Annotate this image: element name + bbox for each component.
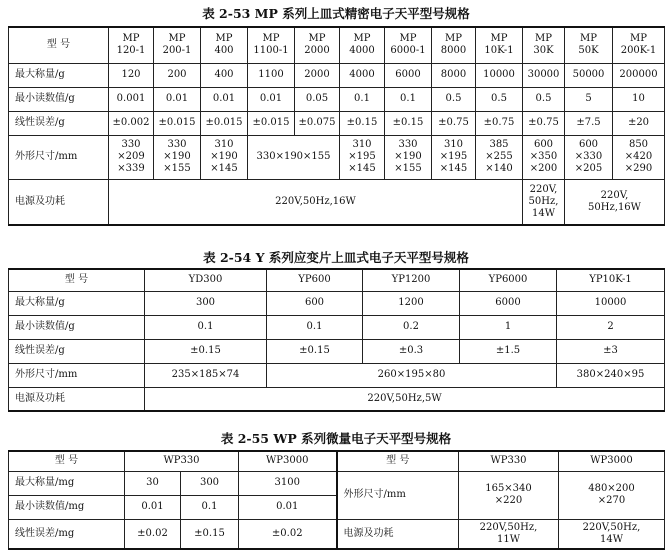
- value-cell: 385 ×255 ×140: [476, 135, 523, 179]
- value-cell: 0.5: [476, 87, 523, 111]
- model-cell: MP 4000: [340, 27, 385, 63]
- row-label-dim: 外形尺寸/mm: [337, 471, 459, 519]
- model-cell: MP 200K-1: [613, 27, 665, 63]
- value-cell: 200000: [613, 63, 665, 87]
- value-cell: 220V,50Hz,5W: [145, 387, 665, 411]
- row-label-err: 线性误差/mg: [9, 519, 125, 549]
- model-cell: MP 400: [201, 27, 248, 63]
- row-label-min: 最小读数值/mg: [9, 495, 125, 519]
- value-cell: 400: [201, 63, 248, 87]
- value-cell: ±0.002: [109, 111, 154, 135]
- value-cell: 8000: [432, 63, 476, 87]
- model-cell: MP 30K: [523, 27, 565, 63]
- value-cell: 310 ×195 ×145: [432, 135, 476, 179]
- row-label-min: 最小读数值/g: [9, 315, 145, 339]
- value-cell: 0.1: [267, 315, 363, 339]
- row-label-pwr: 电源及功耗: [9, 179, 109, 225]
- value-cell: 260×195×80: [267, 363, 557, 387]
- value-cell: 300: [145, 291, 267, 315]
- value-cell: ±0.75: [432, 111, 476, 135]
- value-cell: 0.01: [154, 87, 201, 111]
- table-2-54-title: 表 2-54 Y 系列应变片上皿式电子天平型号规格: [203, 250, 469, 265]
- value-cell: ±0.075: [295, 111, 340, 135]
- model-cell: MP 50K: [565, 27, 613, 63]
- value-cell: 235×185×74: [145, 363, 267, 387]
- value-cell: 6000: [460, 291, 557, 315]
- value-cell: 0.01: [125, 495, 181, 519]
- model-header-right: 型 号: [337, 451, 459, 471]
- value-cell: ±0.15: [340, 111, 385, 135]
- model-header: 型 号: [9, 27, 109, 63]
- row-label-max: 最大称量/mg: [9, 471, 125, 495]
- model-cell: MP 200-1: [154, 27, 201, 63]
- table-2-55-title: 表 2-55 WP 系列微量电子天平型号规格: [220, 431, 452, 446]
- value-cell: 0.5: [432, 87, 476, 111]
- model-cell: MP 2000: [295, 27, 340, 63]
- model-cell: YD300: [145, 269, 267, 291]
- value-cell: 1100: [248, 63, 295, 87]
- value-cell: 1: [460, 315, 557, 339]
- value-cell: 165×340 ×220: [459, 471, 559, 519]
- value-cell: ±1.5: [460, 339, 557, 363]
- model-cell: WP330: [459, 451, 559, 471]
- value-cell: 330×190×155: [248, 135, 340, 179]
- value-cell: 6000: [385, 63, 432, 87]
- value-cell: 600: [267, 291, 363, 315]
- value-cell: 380×240×95: [557, 363, 665, 387]
- value-cell: 0.2: [363, 315, 460, 339]
- value-cell: ±0.015: [248, 111, 295, 135]
- value-cell: 10000: [557, 291, 665, 315]
- value-cell: ±3: [557, 339, 665, 363]
- row-label-err: 线性误差/g: [9, 339, 145, 363]
- value-cell: 0.01: [239, 495, 337, 519]
- model-cell: WP330: [125, 451, 239, 471]
- value-cell: ±20: [613, 111, 665, 135]
- value-cell: ±0.15: [385, 111, 432, 135]
- model-header: 型 号: [9, 451, 125, 471]
- model-header: 型 号: [9, 269, 145, 291]
- value-cell: 3100: [239, 471, 337, 495]
- row-label-err: 线性误差/g: [9, 111, 109, 135]
- model-cell: YP10K-1: [557, 269, 665, 291]
- value-cell: ±0.02: [239, 519, 337, 549]
- value-cell: 50000: [565, 63, 613, 87]
- value-cell: 4000: [340, 63, 385, 87]
- value-cell: 330 ×209 ×339: [109, 135, 154, 179]
- value-cell: 330 ×190 ×155: [385, 135, 432, 179]
- value-cell: ±0.015: [154, 111, 201, 135]
- value-cell: 600 ×330 ×205: [565, 135, 613, 179]
- value-cell: 0.1: [340, 87, 385, 111]
- row-label-pwr: 电源及功耗: [337, 519, 459, 549]
- row-label-pwr: 电源及功耗: [9, 387, 145, 411]
- model-cell: YP600: [267, 269, 363, 291]
- row-label-dim: 外形尺寸/mm: [9, 135, 109, 179]
- value-cell: 0.5: [523, 87, 565, 111]
- value-cell: ±0.3: [363, 339, 460, 363]
- value-cell: 30000: [523, 63, 565, 87]
- model-cell: YP1200: [363, 269, 460, 291]
- value-cell: ±0.15: [145, 339, 267, 363]
- value-cell: 0.1: [385, 87, 432, 111]
- value-cell: 2: [557, 315, 665, 339]
- value-cell: 220V, 50Hz,16W: [565, 179, 665, 225]
- row-label-dim: 外形尺寸/mm: [9, 363, 145, 387]
- row-label-min: 最小读数值/g: [9, 87, 109, 111]
- value-cell: 330 ×190 ×155: [154, 135, 201, 179]
- model-cell: MP 120-1: [109, 27, 154, 63]
- value-cell: 220V,50Hz, 11W: [459, 519, 559, 549]
- value-cell: 0.01: [201, 87, 248, 111]
- value-cell: ±0.015: [201, 111, 248, 135]
- value-cell: 0.1: [145, 315, 267, 339]
- table-2-54: [8, 268, 665, 412]
- model-cell: WP3000: [559, 451, 665, 471]
- value-cell: ±0.15: [181, 519, 239, 549]
- value-cell: 30: [125, 471, 181, 495]
- value-cell: 0.001: [109, 87, 154, 111]
- value-cell: 200: [154, 63, 201, 87]
- value-cell: ±7.5: [565, 111, 613, 135]
- table-2-53-title: 表 2-53 MP 系列上皿式精密电子天平型号规格: [202, 6, 470, 21]
- value-cell: 220V, 50Hz, 14W: [523, 179, 565, 225]
- value-cell: ±0.75: [476, 111, 523, 135]
- value-cell: ±0.02: [125, 519, 181, 549]
- table-2-55: [8, 450, 665, 550]
- value-cell: 10000: [476, 63, 523, 87]
- model-cell: YP6000: [460, 269, 557, 291]
- value-cell: 600 ×350 ×200: [523, 135, 565, 179]
- value-cell: 5: [565, 87, 613, 111]
- value-cell: 0.05: [295, 87, 340, 111]
- value-cell: 300: [181, 471, 239, 495]
- value-cell: 220V,50Hz,16W: [109, 179, 523, 225]
- row-label-max: 最大称量/g: [9, 63, 109, 87]
- model-cell: MP 1100-1: [248, 27, 295, 63]
- value-cell: 310 ×195 ×145: [340, 135, 385, 179]
- row-label-max: 最大称量/g: [9, 291, 145, 315]
- value-cell: 120: [109, 63, 154, 87]
- value-cell: 10: [613, 87, 665, 111]
- value-cell: 2000: [295, 63, 340, 87]
- value-cell: 850 ×420 ×290: [613, 135, 665, 179]
- value-cell: 0.01: [248, 87, 295, 111]
- model-cell: WP3000: [239, 451, 337, 471]
- value-cell: 1200: [363, 291, 460, 315]
- value-cell: 480×200 ×270: [559, 471, 665, 519]
- value-cell: ±0.15: [267, 339, 363, 363]
- model-cell: MP 10K-1: [476, 27, 523, 63]
- value-cell: 310 ×190 ×145: [201, 135, 248, 179]
- value-cell: 220V,50Hz, 14W: [559, 519, 665, 549]
- value-cell: ±0.75: [523, 111, 565, 135]
- value-cell: 0.1: [181, 495, 239, 519]
- model-cell: MP 8000: [432, 27, 476, 63]
- table-2-53: [8, 26, 665, 226]
- model-cell: MP 6000-1: [385, 27, 432, 63]
